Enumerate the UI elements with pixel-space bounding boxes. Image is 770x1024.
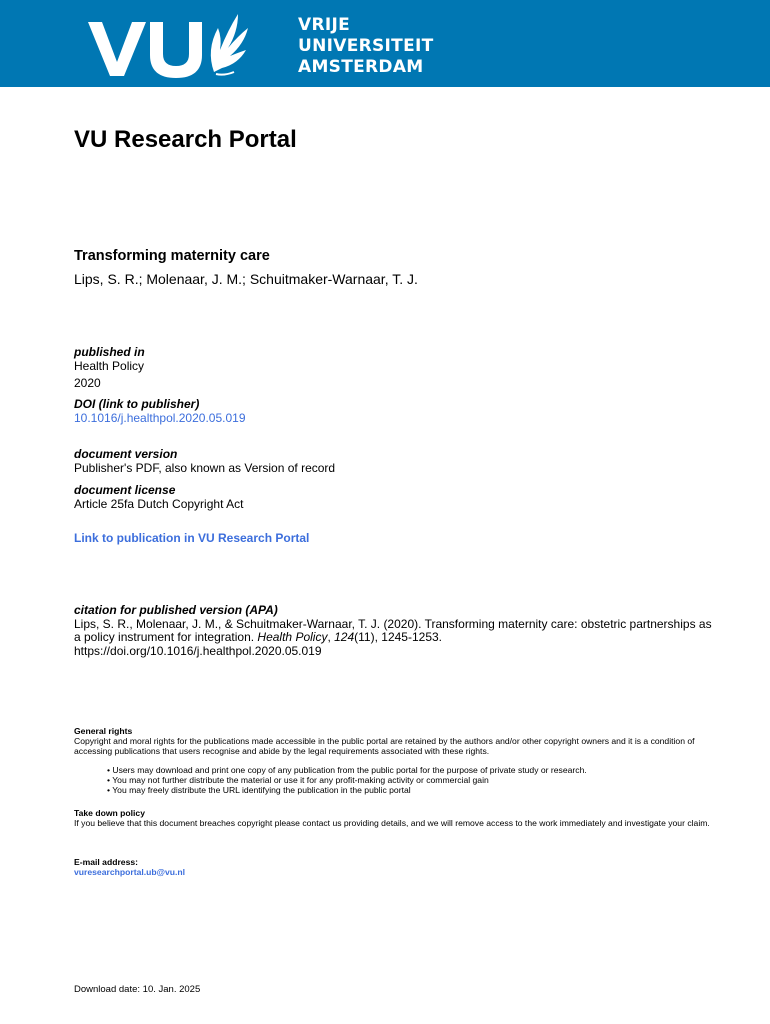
page-title: VU Research Portal (74, 126, 297, 153)
general-rights-text: Copyright and moral rights for the publications made accessible in the public portal are retained by the authors and/or other copyright owners and it is a condition of accessing publications that users recognise and abide by the legal requirements associated with these rights. (74, 736, 695, 756)
document-version-value: Publisher's PDF, also known as Version of record (74, 461, 336, 475)
takedown-label: Take down policy (74, 808, 145, 818)
citation-separator: , (327, 630, 335, 644)
citation-text-after: (11), 1245-1253. (354, 630, 442, 644)
email-block (74, 857, 734, 877)
logo-wordmark (298, 15, 434, 78)
email-label: E-mail address: (74, 857, 138, 867)
document-version-label: document version (74, 447, 178, 461)
logo-line-3: AMSTERDAM (298, 57, 424, 77)
published-in-label: published in (74, 345, 145, 359)
doi-block (74, 397, 246, 425)
takedown-text: If you believe that this document breaches copyright please contact us providing details, and we will remove access to the work immediately and investigate your claim. (74, 818, 710, 828)
document-license-block (74, 483, 243, 511)
document-license-value: Article 25fa Dutch Copyright Act (74, 497, 244, 511)
header-banner (0, 0, 770, 87)
takedown-block (74, 808, 734, 828)
citation-text-before: Lips, S. R., Molenaar, J. M., & Schuitmaker-Warnaar, T. J. (2020). Transforming maternity care: obstetric partnerships as a policy instrument for integration. (74, 616, 712, 644)
document-version-block (74, 447, 335, 475)
email-link[interactable]: vuresearchportal.ub@vu.nl (74, 867, 186, 877)
general-rights-block (74, 726, 734, 756)
journal-name: Health Policy (74, 359, 145, 373)
logo-line-2: UNIVERSITEIT (298, 36, 434, 56)
list-item: • You may freely distribute the URL identifying the publication in the public portal (107, 785, 411, 795)
list-item: • You may not further distribute the material or use it for any profit-making activity or commercial gain (107, 775, 489, 785)
download-date: Download date: 10. Jan. 2025 (74, 984, 201, 995)
publication-year: 2020 (74, 376, 101, 390)
portal-publication-link[interactable]: Link to publication in VU Research Portal (74, 531, 310, 545)
citation-journal: Health Policy (257, 630, 328, 644)
publication-authors: Lips, S. R.; Molenaar, J. M.; Schuitmaker-Warnaar, T. J. (74, 271, 418, 287)
publication-title: Transforming maternity care (74, 248, 270, 264)
citation-url: https://doi.org/10.1016/j.healthpol.2020.05.019 (74, 643, 322, 658)
citation-block (74, 604, 714, 658)
citation-label: citation for published version (APA) (74, 603, 278, 617)
document-license-label: document license (74, 483, 176, 497)
doi-label: DOI (link to publisher) (74, 397, 200, 411)
list-item: • Users may download and print one copy of any publication from the public portal for the purpose of private study or research. (107, 765, 587, 775)
citation-text (74, 618, 714, 659)
published-in-block (74, 345, 145, 390)
general-rights-label: General rights (74, 726, 133, 736)
logo-line-1: VRIJE (298, 15, 351, 35)
rights-bullet-list (107, 765, 587, 795)
vu-logo-icon (88, 10, 248, 80)
citation-volume: 124 (334, 630, 355, 644)
doi-link[interactable]: 10.1016/j.healthpol.2020.05.019 (74, 411, 246, 425)
